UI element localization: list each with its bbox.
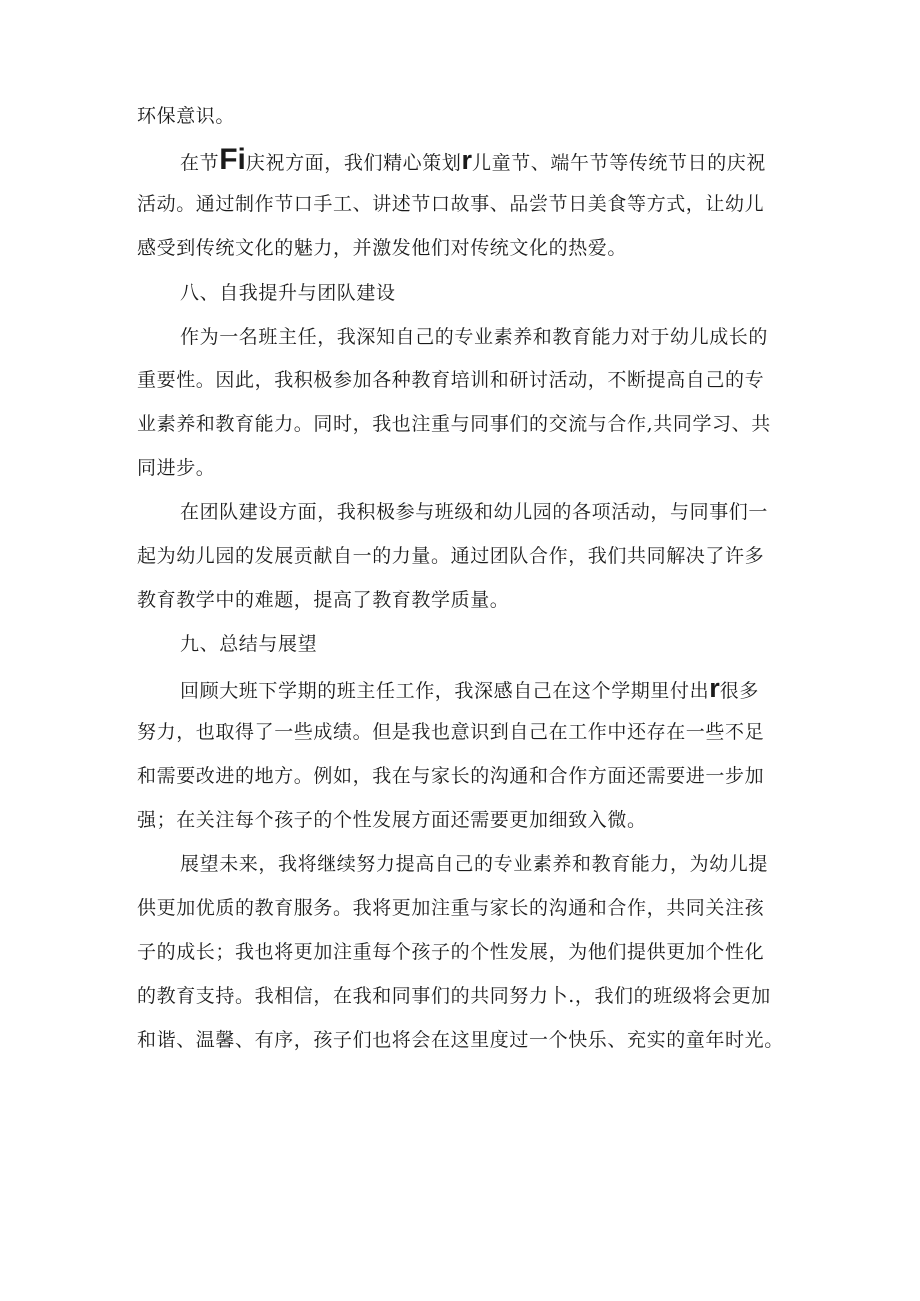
paragraph-line	[137, 587, 509, 613]
text: 业素养和教育能力。同时，我也注重与同事们的交流与合作,共同学习、共	[137, 413, 771, 435]
text: 环保意识。	[137, 105, 236, 127]
text: 子的成长；我也将更加注重每个孩子的个性发展，为他们提供更加个性化	[137, 941, 765, 963]
paragraph-line	[137, 543, 764, 569]
text: 教育教学中的难题，提高了教育教学质量。	[137, 589, 510, 611]
heading-text: 九、总结与展望	[180, 633, 318, 655]
paragraph-line	[137, 235, 627, 261]
paragraph-line	[137, 983, 771, 1009]
ocr-glitch-text: Fi	[219, 143, 246, 176]
text: 强；在关注每个孩子的个性发展方面还需要更加细致入微。	[137, 809, 647, 831]
heading-text: 八、自我提升与团队建设	[180, 282, 396, 304]
section-heading	[180, 631, 317, 657]
text: 回顾大班下学期的班主任工作，我深感自己在这个学期里付出	[180, 680, 710, 702]
paragraph-line	[137, 103, 235, 129]
paragraph-line	[137, 939, 764, 965]
paragraph-line	[180, 143, 767, 176]
paragraph-line	[137, 807, 647, 833]
text: 感受到传统文化的魅力，并激发他们对传统文化的热爱。	[137, 237, 628, 259]
ocr-glitch-text: r	[709, 673, 720, 703]
paragraph-line	[137, 191, 764, 217]
section-heading	[180, 280, 396, 306]
paragraph-line	[180, 324, 768, 350]
text: 庆祝方面，我们精心策划	[245, 152, 462, 174]
text: 儿童节、端午节等传统节日的庆祝	[472, 152, 767, 174]
paragraph-line	[137, 895, 764, 921]
text: 的教育支持。我相信，在我和同事们的共同努力卜.，我们的班级将会更加	[137, 985, 771, 1007]
text: 在团队建设方面，我积极参与班级和幼儿园的各项活动，与同事们一	[180, 501, 769, 523]
text: 作为一名班主任，我深知自己的专业素养和教育能力对于幼儿成长的	[180, 326, 769, 348]
text: 很多	[719, 680, 759, 702]
paragraph-line	[180, 499, 768, 525]
text: 活动。通过制作节口手工、讲述节口故事、品尝节日美食等方式，让幼儿	[137, 193, 765, 215]
text: 和谐、温馨、有序，孩子们也将会在这里度过一个快乐、充实的童年时光。	[137, 1029, 784, 1051]
paragraph-line	[137, 367, 764, 393]
text: 供更加优质的教育服务。我将更加注重与家长的沟通和合作，共同关注孩	[137, 897, 765, 919]
ocr-glitch-text: r	[461, 145, 472, 175]
text: 努力，也取得了一些成绩。但是我也意识到自己在工作中还存在一些不足	[137, 721, 765, 743]
paragraph-line	[137, 455, 215, 481]
text: 展望未来，我将继续努力提高自己的专业素养和教育能力，为幼儿提	[180, 853, 769, 875]
paragraph-line	[137, 1027, 784, 1053]
paragraph-line	[137, 411, 771, 437]
paragraph-line	[137, 719, 764, 745]
text: 同进步。	[137, 457, 216, 479]
text: 在节	[180, 152, 220, 174]
paragraph-line	[180, 675, 759, 701]
text: 重要性。因此，我积极参加各种教育培训和研讨活动，不断提高自己的专	[137, 369, 765, 391]
paragraph-line	[137, 763, 764, 789]
paragraph-line	[180, 851, 768, 877]
text: 起为幼儿园的发展贡献自一的力量。通过团队合作，我们共同解决了许多	[137, 545, 765, 567]
text: 和需要改进的地方。例如，我在与家长的沟通和合作方面还需要进一步加	[137, 765, 765, 787]
